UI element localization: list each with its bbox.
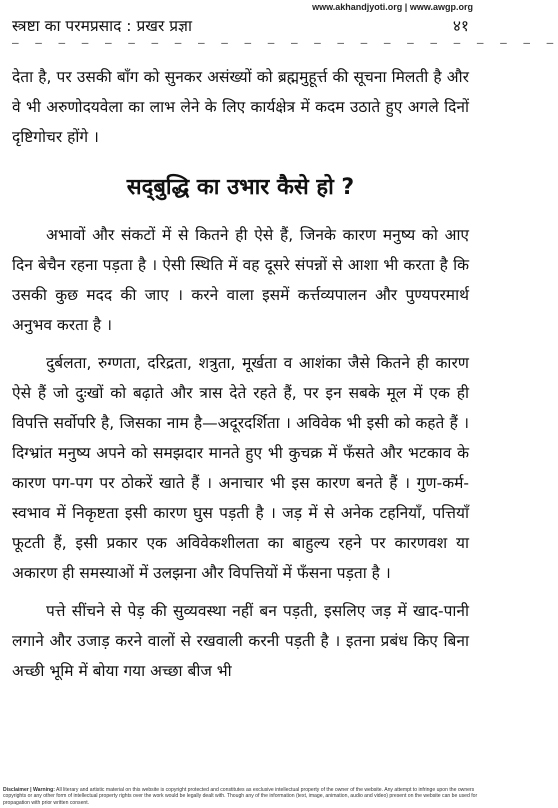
- paragraph-3: पत्ते सींचने से पेड़ की सुव्यवस्था नहीं बन पड़ती, इसलिए जड़ में खाद-पानी लगाने और उजाड़ करने वालों से रखवाली करनी पड़ती है । इतना प्रबंध किए बिना अच्छी भूमि में बोया गया अच्छा बीज भी: [12, 602, 469, 680]
- disclaimer-text: All literary and artistic material on this website is copyright protected and constitutes as exclusive intellectual property of the owner of the website. Any attempt to infringe upon the owners copyrights or any other form of intellectual property rights over the work would be legally dealt with. Though any of the information (text, image, animation, audio and video) present on the website can be used for propagation with prior written consent.: [3, 787, 478, 806]
- site-url[interactable]: www.akhandjyoti.org | www.awgp.org: [312, 2, 473, 12]
- disclaimer: [3, 787, 480, 806]
- page-content: [12, 62, 469, 686]
- paragraph-2: दुर्बलता, रुग्णता, दरिद्रता, शत्रुता, मूर्खता व आशंका जैसे कितने ही कारण ऐसे हैं जो दुःखों को बढ़ाते और त्रास देते रहते हैं, पर इन सबके मूल में एक ही विपत्ति सर्वोपरि है, जिसका नाम है—अदूरदर्शिता । अविवेक भी इसी को कहते हैं । दिग्भ्रांत मनुष्य अपने को समझदार मानते हुए भी कुचक्र में फँसते और भटकाव के कारण पग-पग पर ठोकरें खाते हैं । अनाचार भी इस कारण बनते हैं । गुण-कर्म-स्वभाव में निकृष्टता इसी कारण घुस पड़ती है । जड़ में से अनेक टहनियाँ, पत्तियाँ फूटती हैं, इसी प्रकार एक अविवेकशीलता का बाहुल्य रहने पर कारणवश या अकारण ही समस्याओं में उलझना और विपत्तियों में फँसना पड़ता है ।: [12, 354, 469, 582]
- paragraph-intro: देता है, पर उसकी बाँग को सुनकर असंख्यों को ब्रह्ममुहूर्त्त की सूचना मिलती है और वे भी अरुणोदयवेला का लाभ लेने के लिए कार्यक्षेत्र में कदम उठाते हुए अगले दिनों दृष्टिगोचर होंगे ।: [12, 68, 469, 146]
- page-number: ४१: [452, 17, 469, 35]
- page-header: [12, 14, 469, 36]
- paragraph-1: अभावों और संकटों में से कितने ही ऐसे हैं, जिनके कारण मनुष्य को आए दिन बेचैन रहना पड़ता है । ऐसी स्थिति में वह दूसरे संपन्नों से आशा भी करता है कि उसकी कुछ मदद की जाए । करने वाला इसमें कर्त्तव्यपालन और पुण्यपरमार्थ अनुभव करता है ।: [12, 226, 469, 334]
- section-title: सद्‌बुद्धि का उभार कैसे हो ?: [126, 175, 355, 200]
- header-dashed-rule: — — — — — — — — — — — — — — — — — — — — — — — —: [12, 36, 558, 49]
- disclaimer-label: Disclaimer | Warning:: [3, 787, 55, 794]
- running-title: स्त्रष्टा का परमप्रसाद : प्रखर प्रज्ञा: [12, 17, 192, 35]
